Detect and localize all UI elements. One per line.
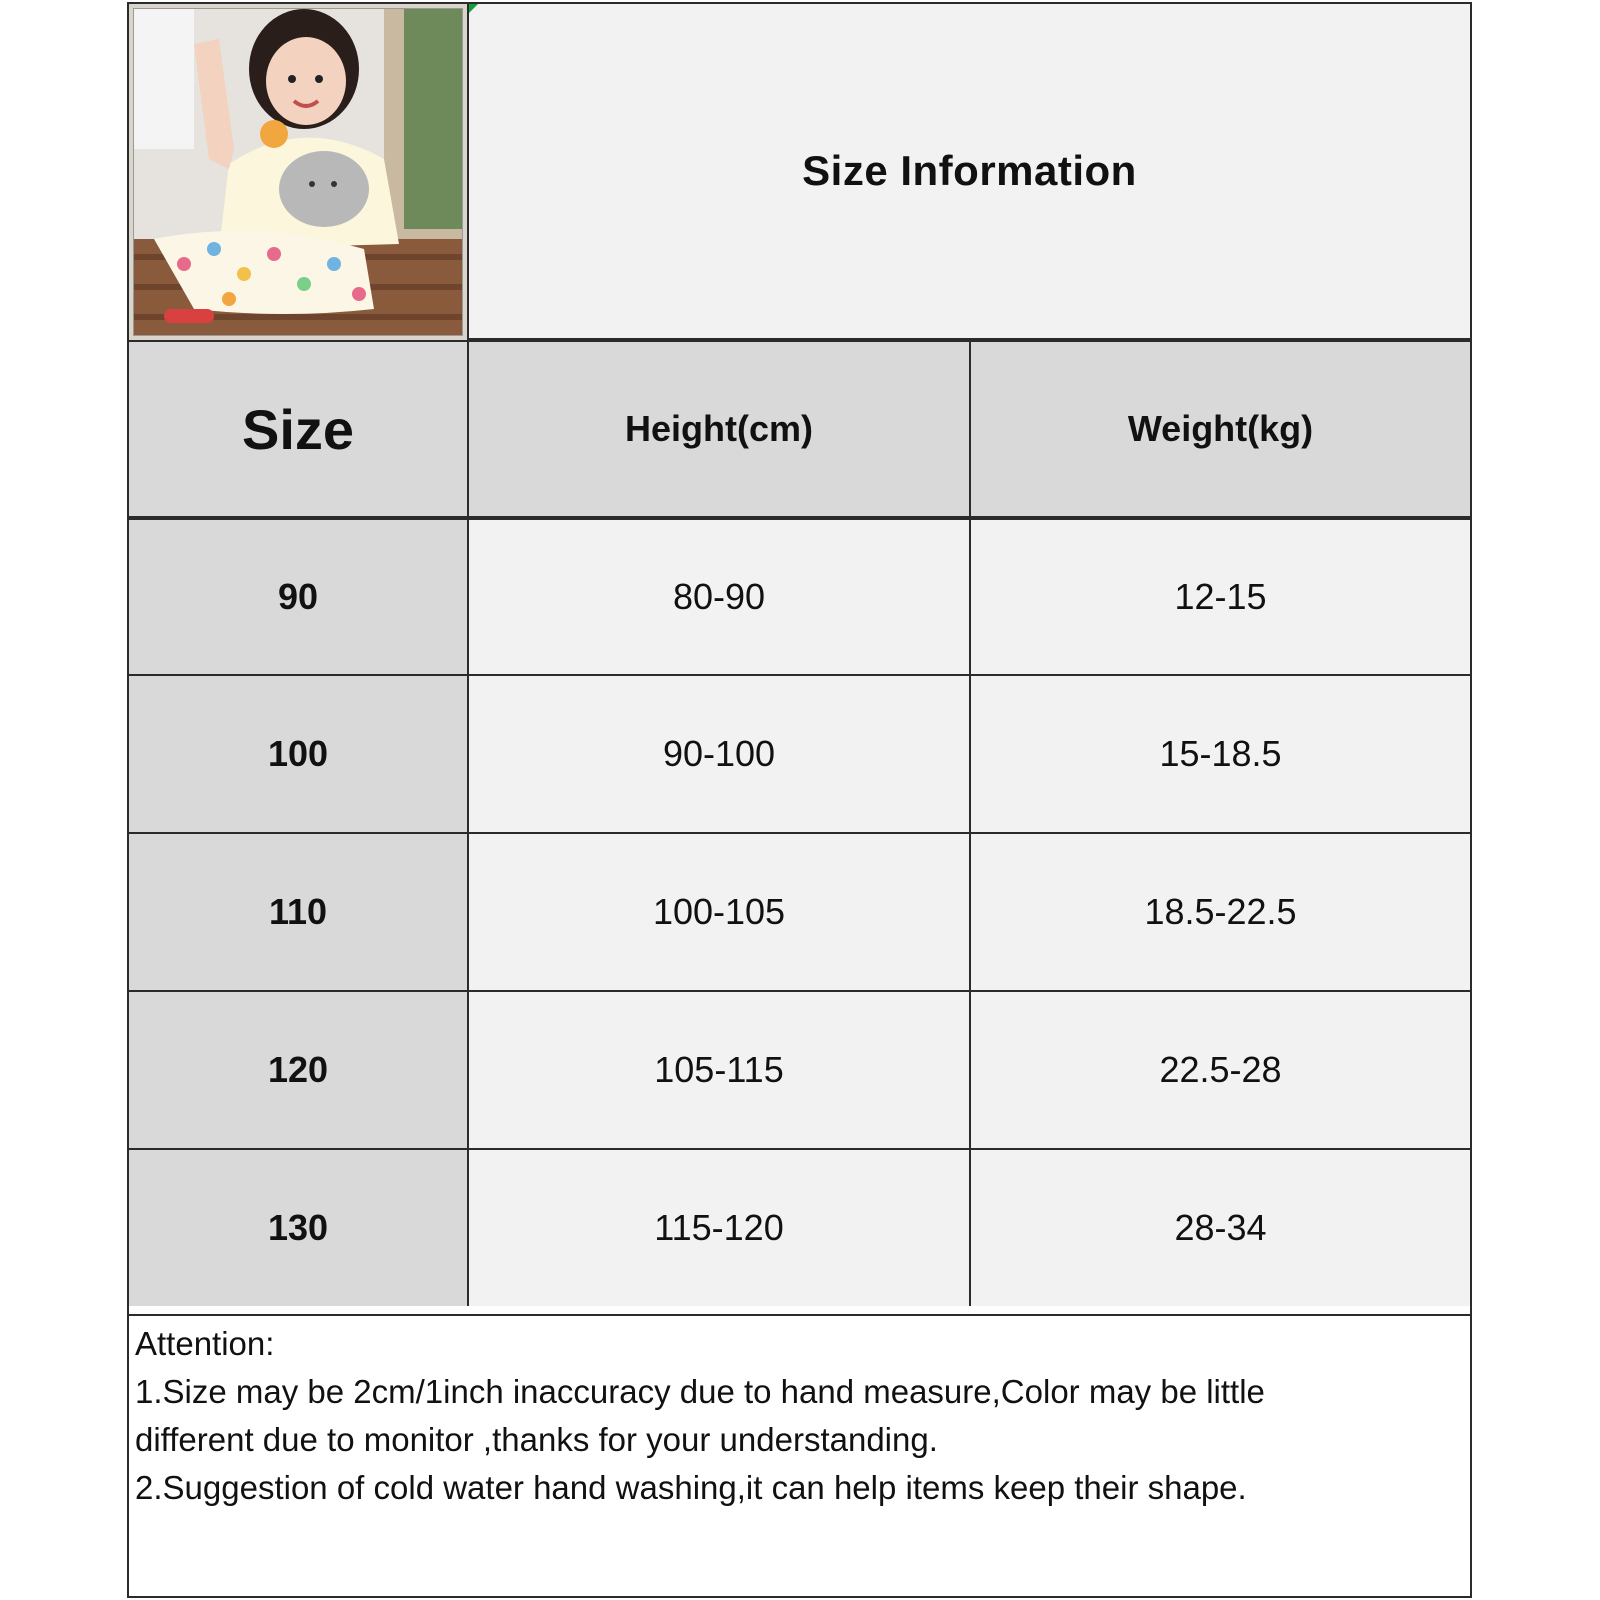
attention-notes <box>129 1314 1470 1596</box>
product-photo <box>129 4 469 340</box>
note-line: 2.Suggestion of cold water hand washing,it can help items keep their shape. <box>135 1469 1247 1506</box>
table-row <box>129 832 1470 990</box>
table-row <box>129 674 1470 832</box>
size-cell: 120 <box>129 992 469 1148</box>
weight-cell: 28-34 <box>971 1150 1470 1306</box>
height-cell: 115-120 <box>469 1150 971 1306</box>
size-table <box>129 340 1470 1306</box>
height-cell: 90-100 <box>469 676 971 832</box>
weight-cell: 22.5-28 <box>971 992 1470 1148</box>
height-cell: 100-105 <box>469 834 971 990</box>
height-cell: 105-115 <box>469 992 971 1148</box>
weight-cell: 18.5-22.5 <box>971 834 1470 990</box>
header-weight: Weight(kg) <box>971 342 1470 516</box>
table-row <box>129 516 1470 674</box>
title-cell <box>469 4 1470 340</box>
size-chart <box>127 2 1472 1598</box>
table-header-row <box>129 340 1470 516</box>
table-row <box>129 990 1470 1148</box>
header-height: Height(cm) <box>469 342 971 516</box>
notes-heading: Attention: <box>135 1325 275 1362</box>
weight-cell: 12-15 <box>971 520 1470 674</box>
size-cell: 110 <box>129 834 469 990</box>
page-title: Size Information <box>802 147 1137 194</box>
size-cell: 90 <box>129 520 469 674</box>
size-cell: 100 <box>129 676 469 832</box>
height-cell: 80-90 <box>469 520 971 674</box>
product-photo-image <box>133 8 463 336</box>
note-line: 1.Size may be 2cm/1inch inaccuracy due to hand measure,Color may be little <box>135 1373 1265 1410</box>
weight-cell: 15-18.5 <box>971 676 1470 832</box>
table-row <box>129 1148 1470 1306</box>
size-cell: 130 <box>129 1150 469 1306</box>
child-outfit-illustration <box>134 9 463 336</box>
header-size: Size <box>129 342 469 516</box>
cell-corner-marker <box>469 4 478 13</box>
note-line: different due to monitor ,thanks for your understanding. <box>135 1421 938 1458</box>
